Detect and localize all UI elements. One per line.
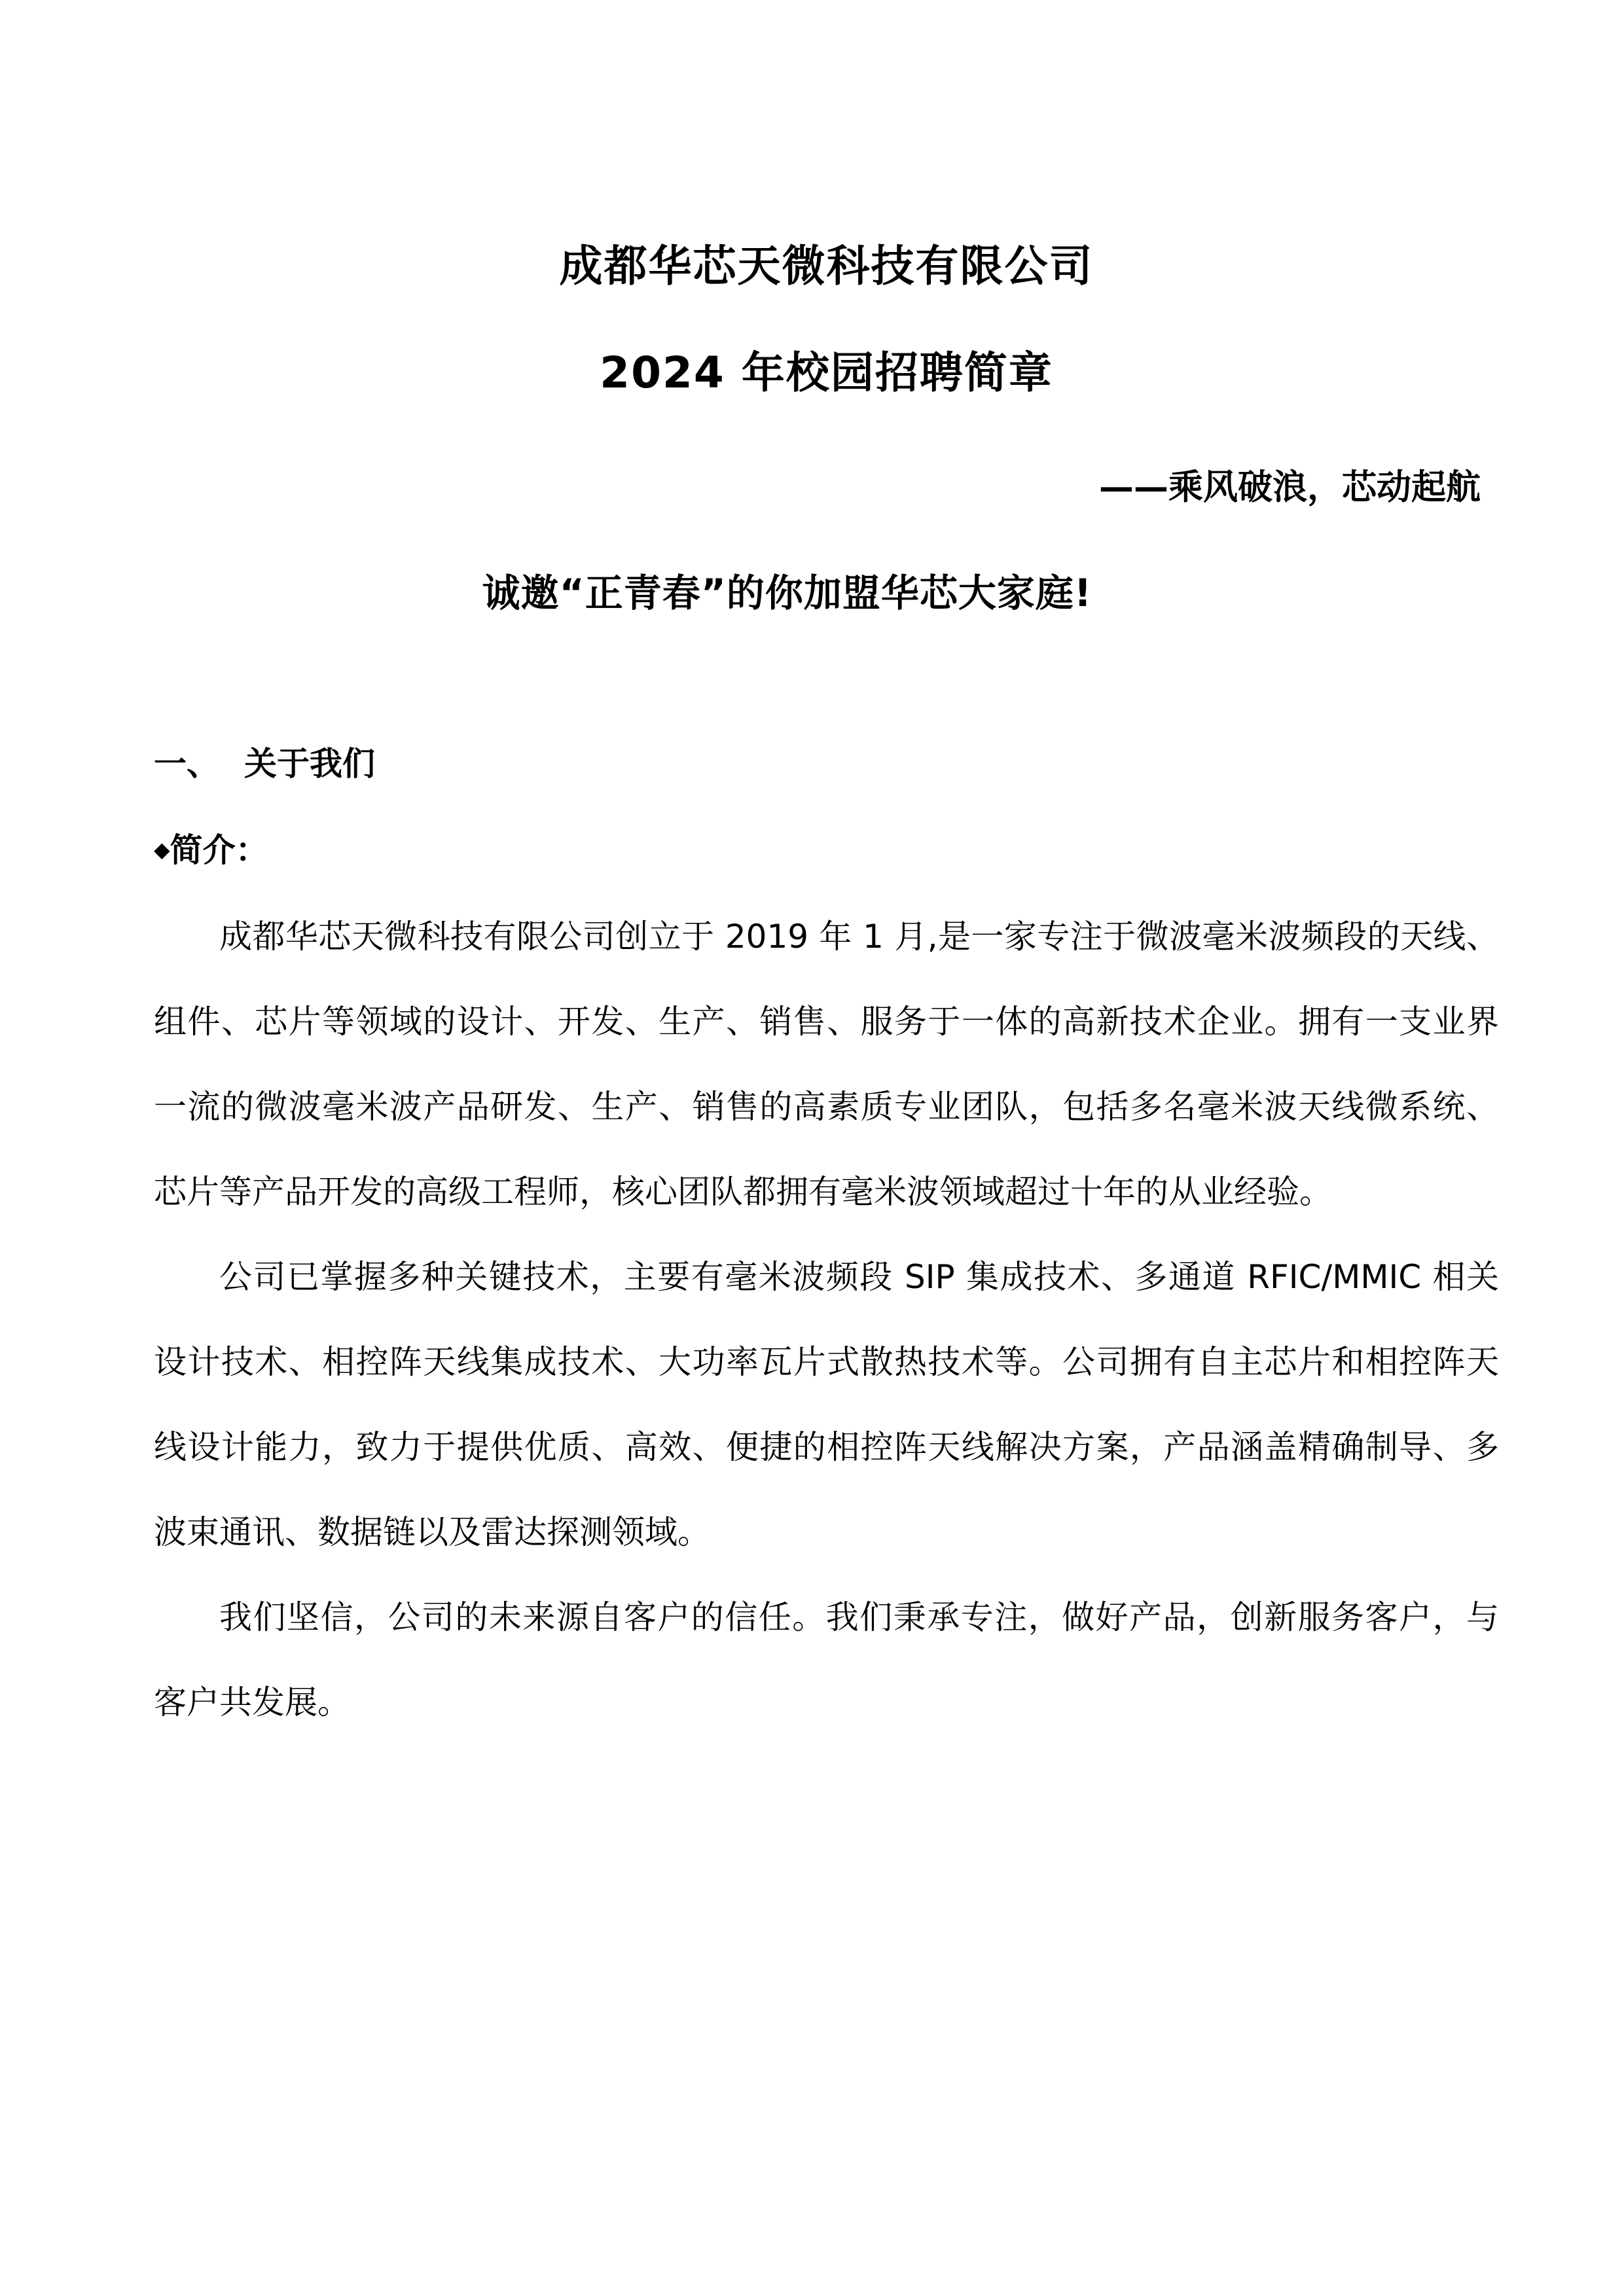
intro-label-text: 简介： xyxy=(170,831,268,869)
intro-label xyxy=(154,833,1499,867)
paragraph-line: 波束通讯、数据链以及雷达探测领域。 xyxy=(154,1513,710,1551)
paragraph-line: 成都华芯天微科技有限公司创立于 2019 年 1 月,是一家专注于微波毫米波频段的天线、 xyxy=(219,918,1499,956)
invitation-line: 诚邀“正青春”的你加盟华芯大家庭! xyxy=(482,571,1092,615)
paragraph-about-company xyxy=(154,894,1499,1234)
paragraph-line: 设计技术、相控阵天线集成技术、大功率瓦片式散热技术等。公司拥有自主芯片和相控阵天 xyxy=(154,1343,1499,1381)
paragraph-line: 线设计能力，致力于提供优质、高效、便捷的相控阵天线解决方案，产品涵盖精确制导、多 xyxy=(154,1428,1499,1466)
document-title: 成都华芯天微科技有限公司 xyxy=(559,241,1094,291)
body-paragraphs xyxy=(154,894,1499,1745)
section-number: 一、 xyxy=(154,745,219,783)
section-title: 关于我们 xyxy=(244,745,375,783)
paragraph-line: 组件、芯片等领域的设计、开发、生产、销售、服务于一体的高新技术企业。拥有一支业界 xyxy=(154,1003,1499,1041)
paragraph-line: 客户共发展。 xyxy=(154,1683,350,1721)
paragraph-line: 芯片等产品开发的高级工程师，核心团队都拥有毫米波领域超过十年的从业经验。 xyxy=(154,1173,1332,1211)
section-heading xyxy=(154,747,1499,781)
document-subtitle: 2024 年校园招聘简章 xyxy=(600,348,1053,398)
paragraph-belief xyxy=(154,1575,1499,1745)
paragraph-line: 一流的微波毫米波产品研发、生产、销售的高素质专业团队，包括多名毫米波天线微系统、 xyxy=(154,1088,1499,1126)
paragraph-key-technology xyxy=(154,1234,1499,1575)
paragraph-line: 公司已掌握多种关键技术，主要有毫米波频段 SIP 集成技术、多通道 RFIC/MMIC 相关 xyxy=(219,1258,1499,1296)
tagline: ——乘风破浪，芯动起航 xyxy=(1099,467,1481,507)
paragraph-line: 我们坚信，公司的未来源自客户的信任。我们秉承专注，做好产品，创新服务客户，与 xyxy=(219,1598,1499,1636)
diamond-bullet-icon: ◆ xyxy=(154,837,170,862)
